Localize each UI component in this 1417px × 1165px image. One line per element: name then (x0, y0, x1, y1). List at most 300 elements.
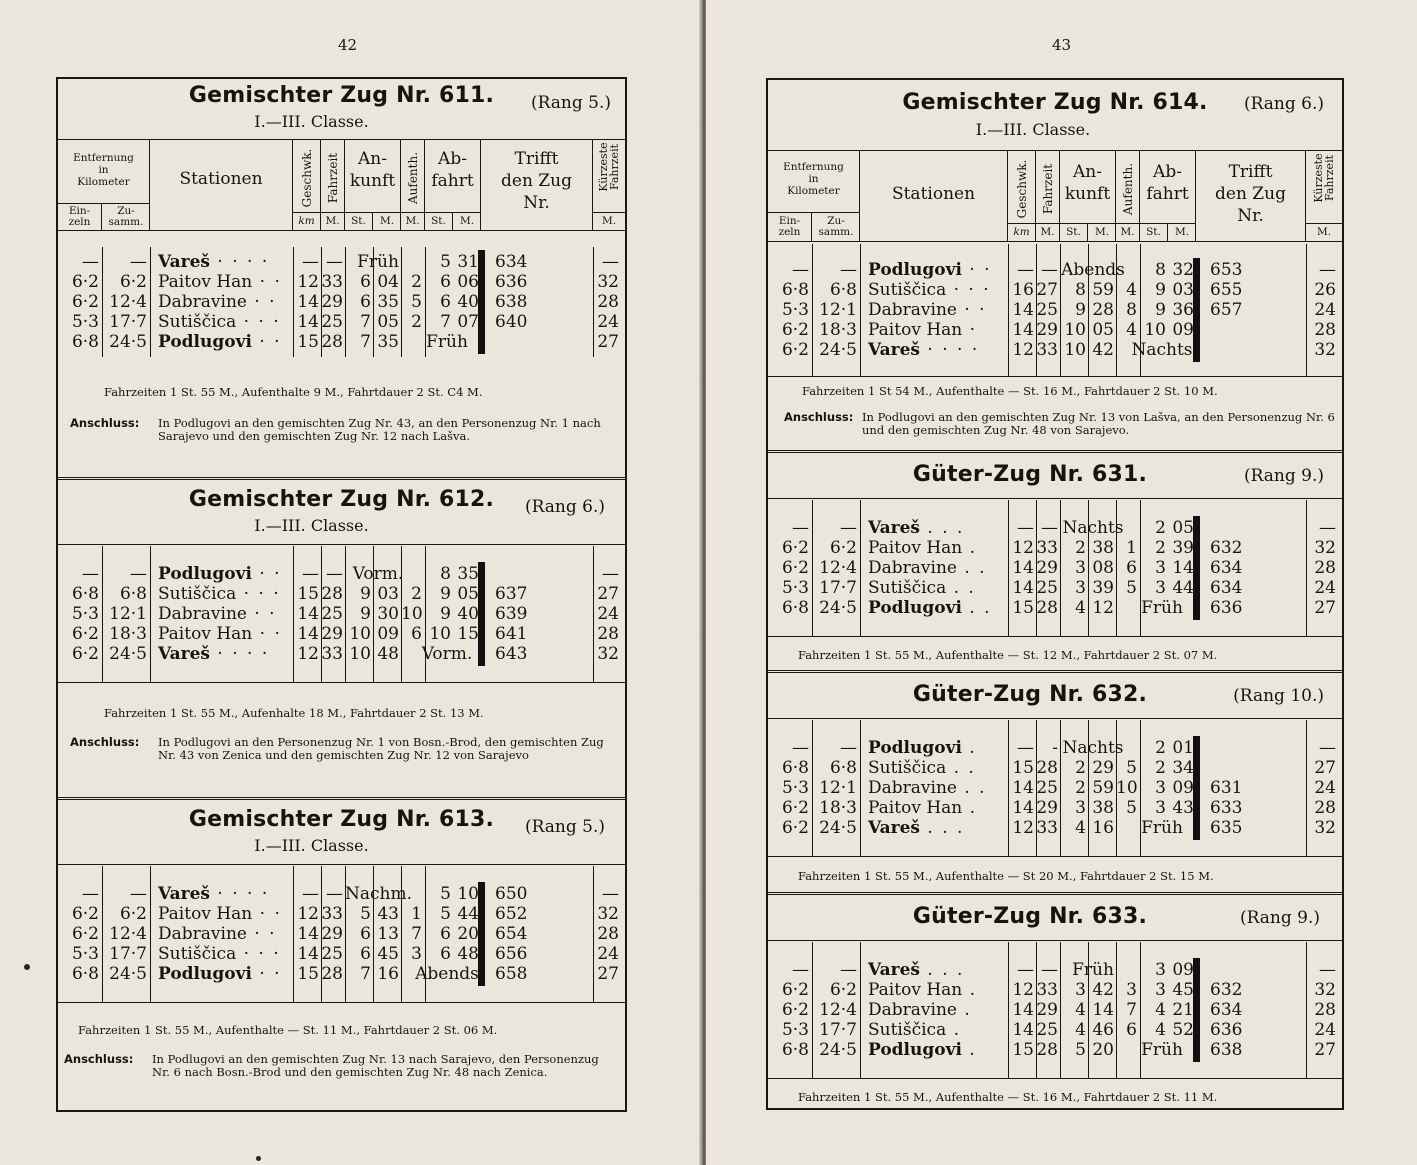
arrival-minute: 16 (1092, 818, 1114, 838)
departure-hour: 5 (440, 884, 451, 904)
station-label: Dabravine (868, 778, 957, 798)
km-einzeln: 6·2 (71, 624, 99, 644)
travel-minutes: 33 (1036, 818, 1058, 838)
station-name (158, 964, 282, 984)
arrival-minute: 29 (1092, 758, 1114, 778)
connecting-train: 637 (495, 584, 528, 604)
connecting-train: 643 (495, 644, 528, 664)
train-rang: (Rang 5.) (530, 93, 611, 113)
anschluss-label: Anschluss: (784, 410, 854, 424)
shortest-time: 27 (597, 332, 619, 352)
speed-km: 14 (297, 944, 319, 964)
connecting-train: 636 (1210, 598, 1243, 618)
train-section-612 (58, 483, 625, 799)
km-einzeln: 6·2 (781, 980, 809, 1000)
leader-dots: · · (251, 964, 282, 984)
table-row (58, 884, 625, 904)
station-name (868, 558, 987, 578)
travel-minutes: 25 (1036, 300, 1058, 320)
station-name (868, 758, 976, 778)
station-name (868, 738, 977, 758)
departure-hour: 5 (440, 904, 451, 924)
departure-note: Nachts (1131, 340, 1193, 360)
speed-km: 14 (1012, 798, 1034, 818)
departure-minute: 44 (457, 904, 479, 924)
travel-minutes: 28 (321, 584, 343, 604)
km-einzeln: 5·3 (781, 778, 809, 798)
departure-hour: 3 (1155, 960, 1166, 980)
train-rows (58, 546, 625, 682)
train-title: Gemischter Zug Nr. 613. (188, 807, 495, 832)
arrival-hour: 4 (1075, 598, 1086, 618)
station-name (868, 818, 964, 838)
arrival-hour: 3 (1075, 578, 1086, 598)
departure-hour: 4 (1155, 1020, 1166, 1040)
station-name (868, 598, 992, 618)
arrival-hour: 7 (360, 964, 371, 984)
page-left (0, 0, 703, 1165)
km-einzeln: 5·3 (71, 312, 99, 332)
train-rows (768, 244, 1342, 376)
train-rang: (Rang 10.) (1233, 686, 1324, 706)
km-zusammen: 12·1 (819, 300, 857, 320)
km-zusammen: 6·8 (829, 758, 857, 778)
station-label: Podlugovi (868, 260, 962, 280)
shortest-time: 28 (1314, 1000, 1336, 1020)
train-section-613 (58, 803, 625, 1111)
table-header (58, 139, 625, 231)
connecting-train: 652 (495, 904, 528, 924)
departure-minute: 52 (1172, 1020, 1194, 1040)
table-row (768, 818, 1342, 838)
arrival-hour: 9 (1075, 300, 1086, 320)
km-einzeln: 6·8 (71, 332, 99, 352)
station-name (868, 340, 979, 360)
leader-dots: · · (246, 604, 277, 624)
speed-km: 12 (297, 904, 319, 924)
arrival-minute: 03 (377, 584, 399, 604)
speed-km: — (302, 564, 319, 584)
header-ankunft: An- kunft St. M. (1060, 151, 1116, 241)
train-rang: (Rang 5.) (524, 817, 605, 837)
speed-km: 14 (297, 624, 319, 644)
station-label: Paitov Han (158, 904, 253, 924)
departure-note: Früh (1141, 1040, 1183, 1060)
arrival-hour: 6 (360, 292, 371, 312)
anschluss-label: Anschluss: (70, 416, 140, 430)
station-label: Podlugovi (158, 332, 252, 352)
arrival-hour: 3 (1075, 558, 1086, 578)
km-einzeln: 6·8 (71, 584, 99, 604)
arrival-minute: 30 (377, 604, 399, 624)
header-abfahrt: Ab- fahrt St. M. (1140, 151, 1196, 241)
departure-minute: 09 (1172, 778, 1194, 798)
train-section-632 (768, 676, 1342, 890)
travel-minutes: 33 (1036, 980, 1058, 1000)
speed-km: 14 (1012, 1000, 1034, 1020)
leader-dots: . (961, 1040, 977, 1060)
arrival-hour: 10 (1064, 320, 1086, 340)
travel-minutes: 25 (1036, 778, 1058, 798)
stop-minutes: 2 (411, 272, 422, 292)
km-einzeln: 6·8 (781, 1040, 809, 1060)
speed-km: 15 (297, 964, 319, 984)
header-kuerzeste: Kürzeste Fahrzeit M. (593, 140, 625, 230)
leader-dots: · · (251, 332, 282, 352)
departure-hour: 3 (1155, 778, 1166, 798)
departure-hour: 2 (1155, 758, 1166, 778)
connecting-train: 638 (495, 292, 528, 312)
shortest-time: 28 (1314, 558, 1336, 578)
leader-dots: . (956, 1000, 972, 1020)
train-rang: (Rang 6.) (524, 497, 605, 517)
leader-dots: . . (956, 778, 987, 798)
speed-km: 12 (1012, 980, 1034, 1000)
arrival-minute: 16 (377, 964, 399, 984)
leader-dots: · · (246, 292, 277, 312)
km-zusammen: 12·4 (109, 292, 147, 312)
station-name (158, 944, 281, 964)
speed-km: 12 (1012, 818, 1034, 838)
arrival-minute: 05 (1092, 320, 1114, 340)
departure-minute: 39 (1172, 538, 1194, 558)
km-zusammen: 18·3 (819, 798, 857, 818)
arrival-hour: 3 (1075, 798, 1086, 818)
km-zusammen: — (130, 252, 147, 272)
connecting-train: 640 (495, 312, 528, 332)
departure-hour: 4 (1155, 1000, 1166, 1020)
header-abfahrt: Ab- fahrt St. M. (425, 140, 481, 230)
shortest-time: 24 (597, 944, 619, 964)
departure-hour: 2 (1155, 518, 1166, 538)
leader-dots: . (946, 1020, 962, 1040)
station-name (158, 292, 277, 312)
km-einzeln: 6·2 (71, 644, 99, 664)
table-row (58, 624, 625, 644)
shortest-time: 28 (1314, 320, 1336, 340)
station-label: Dabravine (868, 1000, 957, 1020)
station-label: Dabravine (158, 924, 247, 944)
travel-minutes: 28 (1036, 1040, 1058, 1060)
travel-minutes: 29 (321, 624, 343, 644)
km-zusammen: — (130, 884, 147, 904)
stop-minutes: 2 (411, 312, 422, 332)
km-einzeln: 6·8 (71, 964, 99, 984)
speed-km: 15 (1012, 1040, 1034, 1060)
km-zusammen: 18·3 (109, 624, 147, 644)
travel-minutes: 29 (321, 292, 343, 312)
shortest-time: 26 (1314, 280, 1336, 300)
table-row (58, 944, 625, 964)
shortest-time: 24 (1314, 1020, 1336, 1040)
connecting-train: 653 (1210, 260, 1243, 280)
arrival-hour: 4 (1075, 818, 1086, 838)
shortest-time: 32 (1314, 340, 1336, 360)
train-classe: I.—III. Classe. (254, 516, 369, 535)
departure-minute: 35 (457, 564, 479, 584)
shortest-time: 32 (597, 904, 619, 924)
departure-minute: 03 (1172, 280, 1194, 300)
shortest-time: 27 (1314, 758, 1336, 778)
station-name (158, 312, 281, 332)
connecting-train: 633 (1210, 798, 1243, 818)
km-zusammen: 17·7 (819, 578, 857, 598)
shortest-time: 27 (1314, 1040, 1336, 1060)
departure-minute: 20 (457, 924, 479, 944)
arrival-minute: 20 (1092, 1040, 1114, 1060)
km-zusammen: 24·5 (819, 1040, 857, 1060)
km-einzeln: — (792, 960, 809, 980)
km-einzeln: 6·2 (781, 320, 809, 340)
shortest-time: 32 (597, 272, 619, 292)
shortest-time: — (1319, 738, 1336, 758)
speed-km: 14 (297, 924, 319, 944)
shortest-time: 32 (597, 644, 619, 664)
km-einzeln: 6·2 (781, 798, 809, 818)
table-row (768, 738, 1342, 758)
header-stationen: Stationen (150, 140, 293, 230)
station-label: Sutiščica (158, 312, 237, 332)
shortest-time: — (602, 884, 619, 904)
km-einzeln: 6·2 (71, 292, 99, 312)
shortest-time: 27 (1314, 598, 1336, 618)
table-row (768, 1020, 1342, 1040)
station-label: Vareš (158, 884, 210, 904)
stop-minutes: 2 (411, 584, 422, 604)
station-label: Sutiščica (868, 758, 947, 778)
table-row (58, 252, 625, 272)
arrival-note: Früh (1072, 960, 1114, 980)
arrival-minute: 35 (377, 292, 399, 312)
station-name (158, 272, 282, 292)
header-ankunft: An- kunft St. M. (345, 140, 401, 230)
page-number: 43 (1052, 36, 1072, 54)
leader-dots: · (962, 320, 978, 340)
connecting-train: 638 (1210, 1040, 1243, 1060)
table-row (768, 980, 1342, 1000)
arrival-minute: 59 (1092, 280, 1114, 300)
stop-minutes: 4 (1126, 320, 1137, 340)
connecting-train: 634 (1210, 1000, 1243, 1020)
km-zusammen: — (840, 960, 857, 980)
travel-minutes: — (1041, 518, 1058, 538)
table-row (768, 260, 1342, 280)
arrival-hour: 10 (349, 644, 371, 664)
travel-minutes: 27 (1036, 280, 1058, 300)
speed-km: 14 (1012, 578, 1034, 598)
station-name (868, 980, 977, 1000)
arrival-minute: 35 (377, 332, 399, 352)
station-name (868, 1040, 977, 1060)
station-name (868, 518, 964, 538)
table-row (768, 1040, 1342, 1060)
table-row (58, 644, 625, 664)
departure-minute: 05 (457, 584, 479, 604)
km-einzeln: 6·2 (781, 1000, 809, 1020)
leader-dots: · · (252, 904, 282, 924)
table-row (58, 272, 625, 292)
arrival-note: Nachts (1062, 738, 1124, 758)
station-label: Sutiščica (868, 1020, 947, 1040)
travel-minutes: 29 (1036, 798, 1058, 818)
speed-km: 12 (297, 644, 319, 664)
shortest-time: 28 (597, 924, 619, 944)
leader-dots: · · · · (210, 884, 270, 904)
travel-minutes: 28 (1036, 598, 1058, 618)
station-name (158, 924, 277, 944)
departure-note: Vorm. (421, 644, 473, 664)
arrival-minute: 38 (1092, 798, 1114, 818)
departure-hour: 6 (440, 924, 451, 944)
leader-dots: . . (946, 578, 976, 598)
travel-minutes: 33 (321, 272, 343, 292)
km-zusammen: 24·5 (109, 644, 147, 664)
stop-minutes: 4 (1126, 280, 1137, 300)
station-label: Sutiščica (158, 584, 237, 604)
departure-note: Abends (415, 964, 479, 984)
km-einzeln: 5·3 (71, 604, 99, 624)
ink-spot (24, 964, 30, 970)
shortest-time: — (602, 564, 619, 584)
arrival-hour: 8 (1075, 280, 1086, 300)
table-row (768, 758, 1342, 778)
departure-minute: 05 (1172, 518, 1194, 538)
speed-km: — (302, 252, 319, 272)
station-label: Dabravine (158, 292, 247, 312)
connecting-train: 657 (1210, 300, 1243, 320)
shortest-time: 28 (1314, 798, 1336, 818)
km-zusammen: — (840, 260, 857, 280)
table-row (58, 604, 625, 624)
table-row (58, 332, 625, 352)
shortest-time: 24 (597, 604, 619, 624)
shortest-time: 27 (597, 584, 619, 604)
arrival-minute: 28 (1092, 300, 1114, 320)
train-section-614 (768, 80, 1342, 452)
connecting-train: 639 (495, 604, 528, 624)
station-name (868, 578, 976, 598)
arrival-minute: 12 (1092, 598, 1114, 618)
stop-minutes: 8 (1126, 300, 1137, 320)
arrival-minute: 48 (377, 644, 399, 664)
leader-dots: · · · (236, 312, 281, 332)
header-entfernung: Entfernung in Kilometer Ein- zeln Zu- samm. (768, 151, 860, 241)
station-name (868, 798, 977, 818)
departure-minute: 14 (1172, 558, 1194, 578)
station-name (868, 300, 987, 320)
station-name (868, 320, 977, 340)
arrival-minute: 59 (1092, 778, 1114, 798)
station-name (868, 280, 991, 300)
train-rows (58, 247, 625, 357)
stop-minutes: 6 (1126, 558, 1137, 578)
arrival-minute: 08 (1092, 558, 1114, 578)
train-section-631 (768, 456, 1342, 670)
speed-km: 16 (1012, 280, 1034, 300)
speed-km: 14 (297, 292, 319, 312)
departure-hour: 8 (1155, 260, 1166, 280)
km-zusammen: 17·7 (109, 312, 147, 332)
travel-minutes: - (1052, 738, 1058, 758)
travel-minutes: — (1041, 960, 1058, 980)
km-zusammen: 6·8 (119, 584, 147, 604)
km-zusammen: 12·4 (819, 558, 857, 578)
km-einzeln: 6·8 (781, 280, 809, 300)
connecting-train: 636 (1210, 1020, 1243, 1040)
leader-dots: . (961, 738, 977, 758)
stop-minutes: 7 (1126, 1000, 1137, 1020)
leader-dots: · · (246, 924, 277, 944)
train-title: Gemischter Zug Nr. 614. (902, 90, 1208, 115)
station-label: Paitov Han (868, 980, 963, 1000)
km-einzeln: 6·2 (781, 538, 809, 558)
stop-minutes: 5 (1126, 578, 1137, 598)
travel-minutes: 29 (1036, 558, 1058, 578)
leader-dots: . . (946, 758, 976, 778)
speed-km: 12 (1012, 340, 1034, 360)
station-label: Dabravine (868, 300, 957, 320)
arrival-minute: 45 (377, 944, 399, 964)
header-fahrzeit: Fahrzeit M. (1036, 151, 1060, 241)
km-einzeln: 5·3 (781, 1020, 809, 1040)
connecting-train: 656 (495, 944, 528, 964)
connecting-train: 641 (495, 624, 528, 644)
header-aufenthalt: Aufenth. M. (401, 140, 425, 230)
km-zusammen: 24·5 (819, 340, 857, 360)
station-label: Paitov Han (158, 624, 253, 644)
departure-hour: 9 (440, 604, 451, 624)
train-rows (58, 866, 625, 1002)
station-label: Vareš (158, 644, 210, 664)
train-footer: Fahrzeiten 1 St 54 M., Aufenthalte — St. 16 M., Fahrtdauer 2 St. 10 M. (802, 384, 1218, 398)
stop-minutes: 7 (411, 924, 422, 944)
arrival-hour: 4 (1075, 1000, 1086, 1020)
table-row (768, 340, 1342, 360)
page-number: 42 (338, 36, 358, 54)
leader-dots: · · · (236, 584, 281, 604)
arrival-hour: 9 (360, 604, 371, 624)
km-einzeln: 6·2 (781, 558, 809, 578)
connecting-train: 658 (495, 964, 528, 984)
travel-minutes: 28 (1036, 758, 1058, 778)
train-section-633 (768, 898, 1342, 1108)
leader-dots: . . . (920, 518, 965, 538)
connecting-train: 654 (495, 924, 528, 944)
km-zusammen: 18·3 (819, 320, 857, 340)
travel-minutes: 25 (321, 604, 343, 624)
anschluss-text: In Podlugovi an den gemischten Zug Nr. 13 nach Sarajevo, den Personenzug Nr. 6 nach Bosn.-Brod und den gemischten Zug Nr. 48 nach Zenica. (152, 1052, 599, 1079)
departure-minute: 09 (1172, 960, 1194, 980)
station-label: Podlugovi (868, 738, 962, 758)
departure-minute: 32 (1172, 260, 1194, 280)
arrival-note: Nachm. (345, 884, 413, 904)
km-zusammen: 24·5 (109, 332, 147, 352)
train-footer: Fahrzeiten 1 St. 55 M., Aufenthalte — St. 12 M., Fahrtdauer 2 St. 07 M. (798, 648, 1218, 662)
arrival-minute: 38 (1092, 538, 1114, 558)
departure-hour: 9 (1155, 280, 1166, 300)
table-row (768, 558, 1342, 578)
travel-minutes: 33 (321, 644, 343, 664)
travel-minutes: 25 (1036, 578, 1058, 598)
speed-km: 14 (1012, 558, 1034, 578)
arrival-minute: 46 (1092, 1020, 1114, 1040)
km-zusammen: 6·2 (829, 980, 857, 1000)
station-label: Sutiščica (158, 944, 237, 964)
stop-minutes: 10 (1116, 778, 1138, 798)
departure-hour: 3 (1155, 798, 1166, 818)
anschluss-text: In Podlugovi an den gemischten Zug Nr. 13 von Lašva, an den Personenzug Nr. 6 und den gemischten Zug Nr. 48 von Sarajevo. (862, 410, 1335, 437)
leader-dots: · · (961, 260, 992, 280)
